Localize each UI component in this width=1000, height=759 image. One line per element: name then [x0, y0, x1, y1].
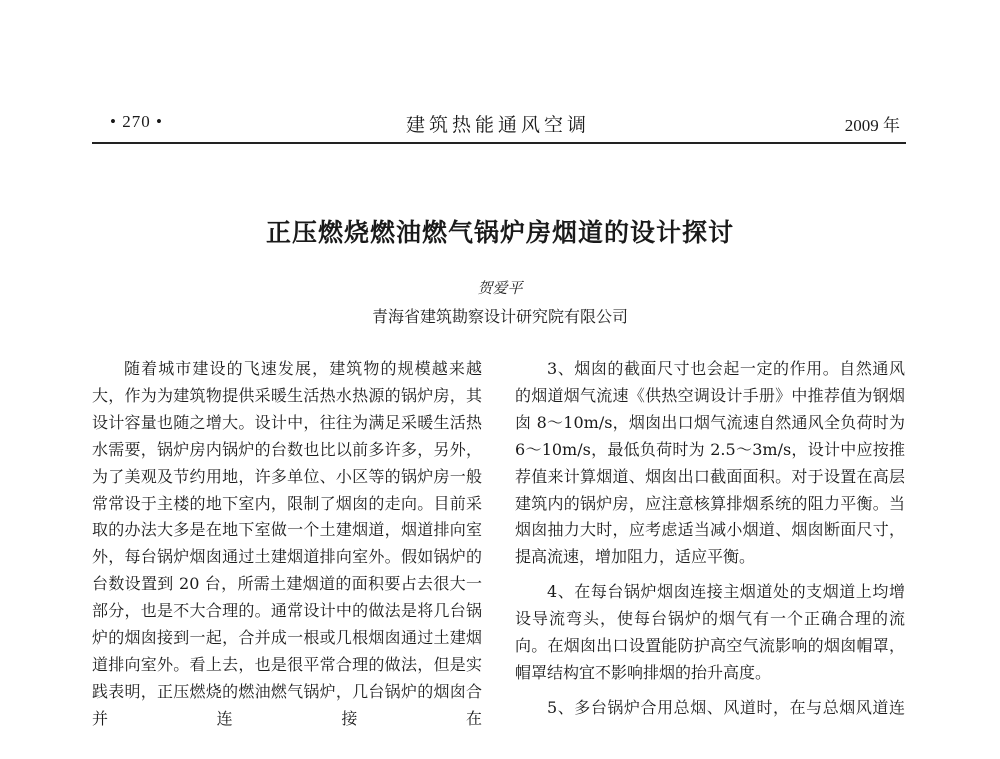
running-header	[92, 108, 904, 138]
article-author: 贺爱平	[477, 279, 523, 297]
journal-name: 建筑热能通风空调	[405, 114, 590, 136]
page-number: • 270 •	[110, 112, 163, 131]
author-affiliation: 青海省建筑勘察设计研究院有限公司	[371, 307, 628, 326]
header-rule	[92, 142, 906, 144]
left-column	[92, 356, 482, 733]
publication-year: 2009 年	[844, 116, 900, 135]
list-item-5: 5、多台锅炉合用总烟、风道时，在与总烟风道连	[547, 697, 905, 717]
body-paragraph: 随着城市建设的飞速发展，建筑物的规模越来越大，作为为建筑物提供采暖生活热水热源的锅炉房，其设计容量也随之增大。设计中，往往为满足采暖生活热水需要，锅炉房内锅炉的台数也比以前多许多，另外，为了美观及节约用地，许多单位、小区等的锅炉房一般常常设于主楼的地下室内，限制了烟囱的走向。目前采取的办法大多是在地下室做一个土建烟道，烟道排向室外，每台锅炉烟囱通过土建烟道排向室外。假如锅炉的台数设置到 20 台，所需土建烟道的面积要占去很大一部分，也是不大合理的。通常设计中的做法是将几台锅炉的烟囱接到一起，合并成一根或几根烟囱通过土建烟道排向室外。看上去，也是很平常合理的做法，但是实践表明，正压燃烧的燃油燃气锅炉，几台锅炉的烟囱合并连接在	[92, 359, 482, 728]
list-item-4: 4、在每台锅炉烟囱连接主烟道处的支烟道上均增设导流弯头，使每台锅炉的烟气有一个正确合理的流向。在烟囱出口设置能防护高空气流影响的烟囱帽罩，帽罩结构宜不影响排烟的抬升高度。	[515, 582, 905, 682]
right-column	[515, 356, 905, 722]
article-title: 正压燃烧燃油燃气锅炉房烟道的设计探讨	[265, 218, 734, 247]
list-item-3: 3、烟囱的截面尺寸也会起一定的作用。自然通风的烟道烟气流速《供热空调设计手册》中推荐值为钢烟囱 8～10m/s，烟囱出口烟气流速自然通风全负荷时为 6～10m/s，最低负荷时为 2.5～3m/s，设计中应按推荐值来计算烟道、烟囱出口截面面积。对于设置在高层建筑内的锅炉房，应注意核算排烟系统的阻力平衡。当烟囱抽力大时，应考虑适当减小烟道、烟囱断面尺寸，提高流速，增加阻力，适应平衡。	[515, 359, 905, 567]
